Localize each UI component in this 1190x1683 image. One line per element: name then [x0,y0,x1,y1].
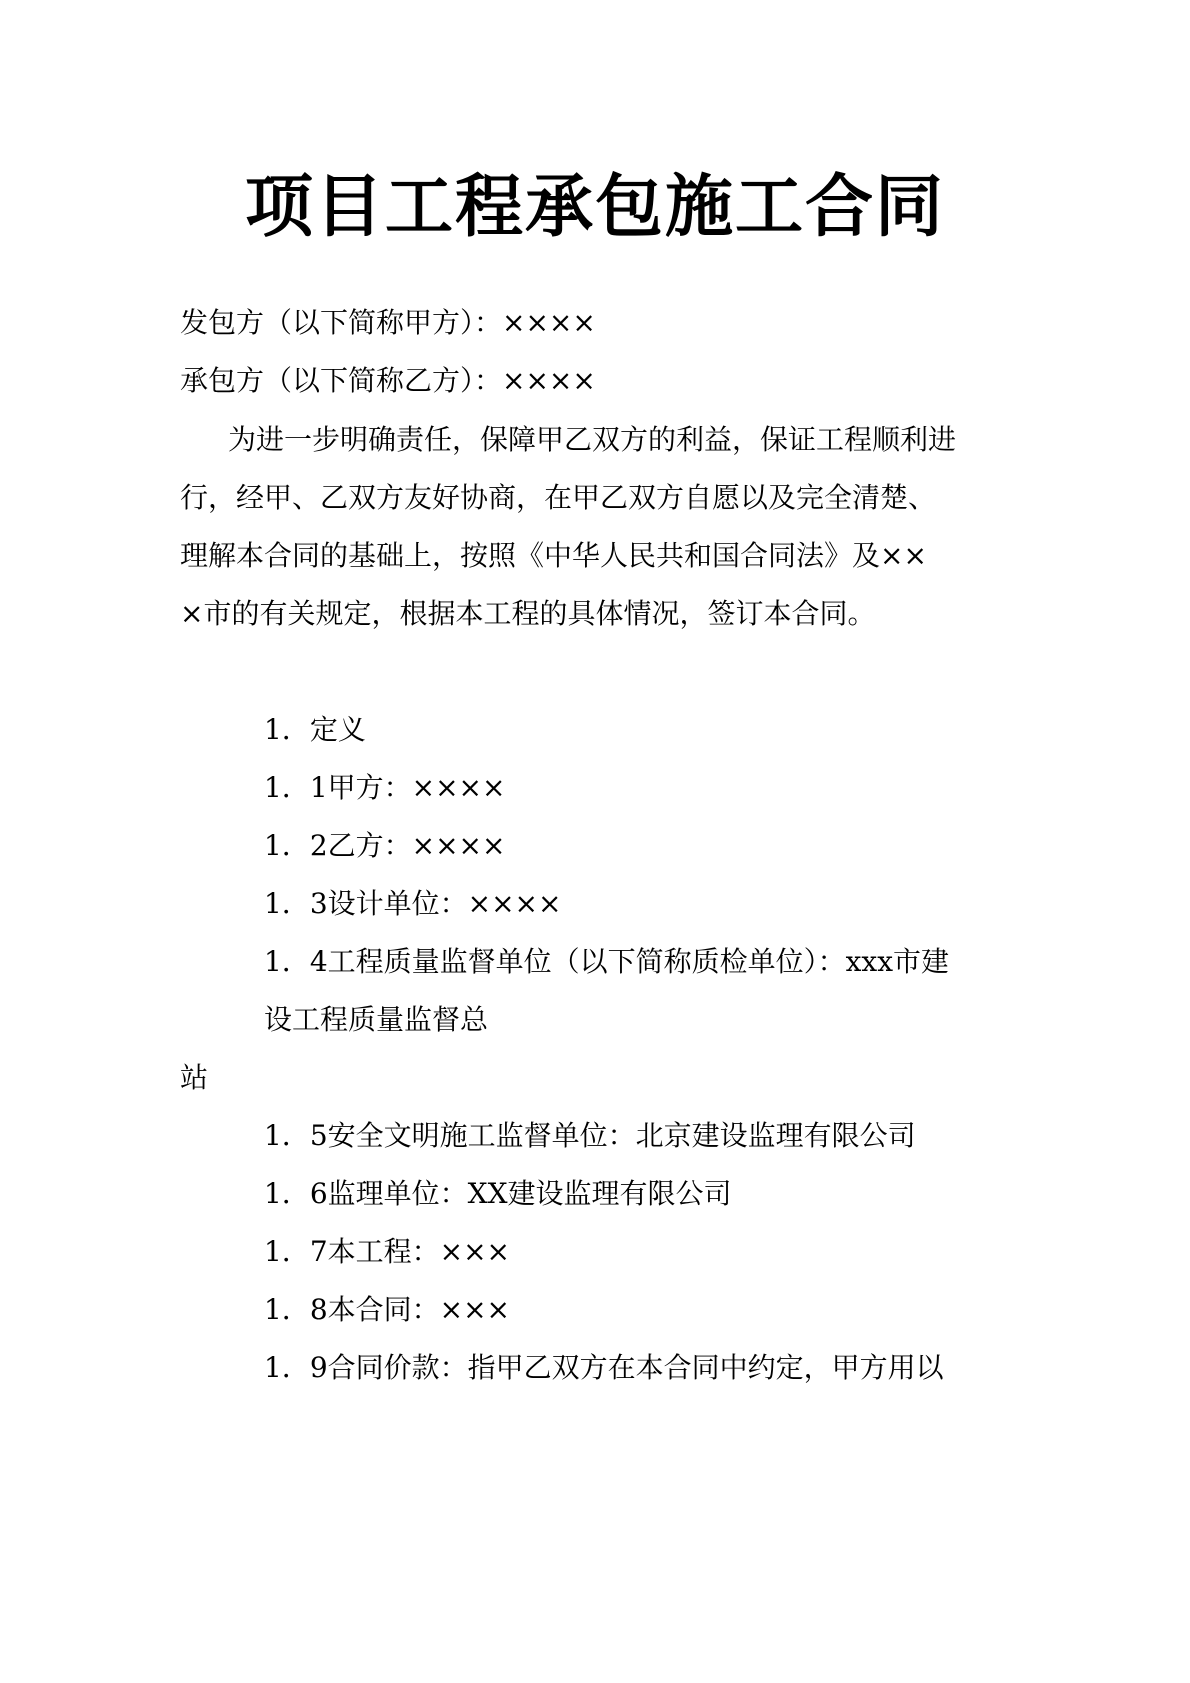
definition-item-1-4: 1．4工程质量监督单位（以下简称质检单位）：xxx市建 [264,945,950,978]
intro-line-2: 行，经甲、乙双方友好协商，在甲乙双方自愿以及完全清楚、 [180,481,937,514]
definition-item-1-5: 1．5安全文明施工监督单位：北京建设监理有限公司 [264,1119,916,1152]
intro-line-1: 为进一步明确责任，保障甲乙双方的利益，保证工程顺利进 [228,423,957,456]
definition-item-1-8: 1．8本合同：××× [264,1293,511,1326]
intro-line-3: 理解本合同的基础上，按照《中华人民共和国合同法》及×× [180,539,927,572]
definition-item-1-2: 1．2乙方：×××× [264,829,506,862]
party-b-line: 承包方（以下简称乙方）：×××× [180,364,596,397]
definition-item-1-9: 1．9合同价款：指甲乙双方在本合同中约定，甲方用以 [264,1351,944,1384]
section-1-heading: 1．定义 [264,713,366,746]
intro-line-4: ×市的有关规定，根据本工程的具体情况，签订本合同。 [180,597,876,630]
definition-item-1-4-continued: 设工程质量监督总 [264,1003,489,1036]
definition-item-1-6: 1．6监理单位：XX建设监理有限公司 [264,1177,732,1210]
party-a-line: 发包方（以下简称甲方）：×××× [180,306,596,339]
definition-item-1-4-wrap: 站 [180,1061,209,1094]
document-title: 项目工程承包施工合同 [244,168,945,247]
definition-item-1-1: 1．1甲方：×××× [264,771,506,804]
definition-item-1-7: 1．7本工程：××× [264,1235,511,1268]
definition-item-1-3: 1．3设计单位：×××× [264,887,562,920]
